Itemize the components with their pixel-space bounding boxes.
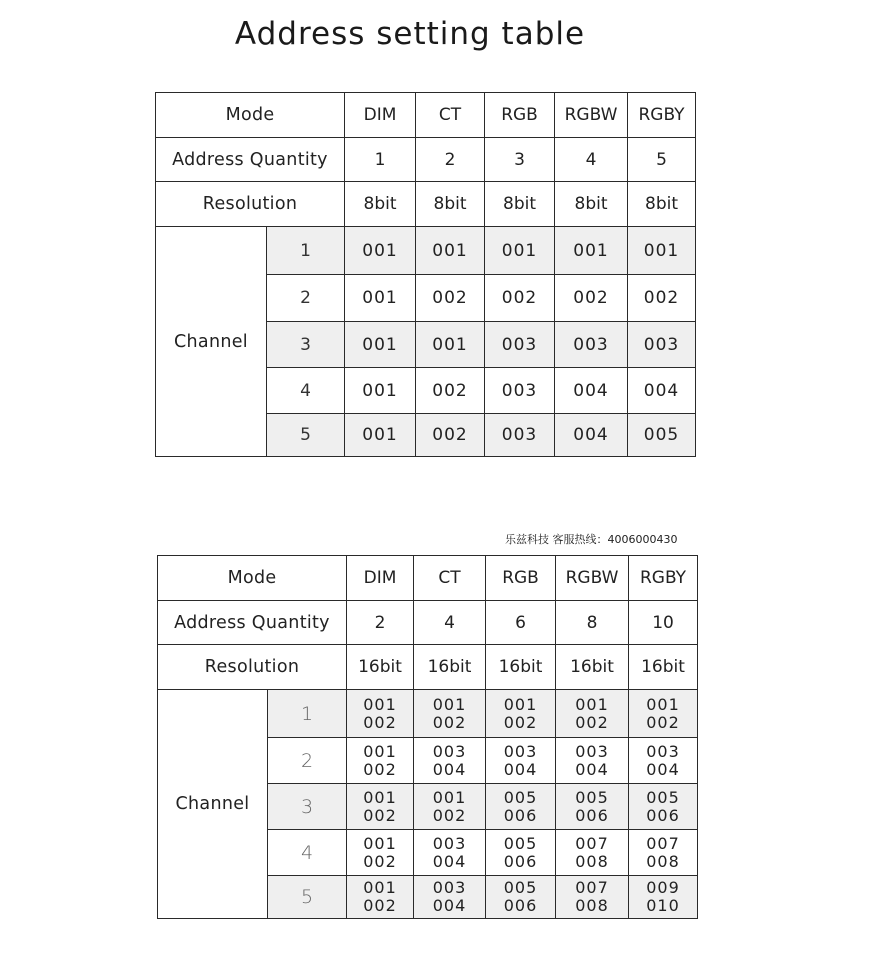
quantity-cell: 6 xyxy=(486,601,556,645)
address-value: 004 xyxy=(555,368,628,414)
quantity-row xyxy=(156,138,696,182)
address-value: 006 xyxy=(646,805,680,825)
resolution-cell: 16bit xyxy=(347,645,414,690)
address-value: 006 xyxy=(503,896,538,915)
address-value: 008 xyxy=(575,896,609,915)
address-value-pair xyxy=(486,738,556,784)
mode-cell: CT xyxy=(416,93,485,138)
address-value: 005 xyxy=(646,787,680,807)
address-value: 002 xyxy=(432,805,467,825)
address-value-pair xyxy=(486,876,556,919)
mode-row xyxy=(156,93,696,138)
address-value: 002 xyxy=(363,759,397,779)
channel-number: 5 xyxy=(268,876,347,919)
address-value: 002 xyxy=(485,275,555,322)
mode-cell: RGB xyxy=(486,556,556,601)
address-value-pair xyxy=(629,876,698,919)
resolution-cell: 16bit xyxy=(486,645,556,690)
channel-number: 4 xyxy=(268,830,347,876)
address-value: 007 xyxy=(646,833,680,853)
address-value: 004 xyxy=(432,896,467,915)
channel-number: 5 xyxy=(267,414,345,457)
resolution-cell: 8bit xyxy=(416,182,485,227)
channel-number: 3 xyxy=(268,784,347,830)
resolution-cell: 8bit xyxy=(345,182,416,227)
address-value: 005 xyxy=(628,414,696,457)
address-value: 003 xyxy=(646,741,680,761)
address-value: 004 xyxy=(646,759,680,779)
channel-row xyxy=(158,690,698,738)
address-value: 004 xyxy=(575,759,609,779)
channel-number: 2 xyxy=(268,738,347,784)
address-value: 001 xyxy=(363,833,397,853)
address-value: 001 xyxy=(628,227,696,275)
address-value: 003 xyxy=(555,322,628,368)
resolution-row xyxy=(158,645,698,690)
address-quantity-label: Address Quantity xyxy=(156,138,345,182)
address-value: 001 xyxy=(432,787,467,807)
address-value: 001 xyxy=(363,787,397,807)
address-value-pair xyxy=(347,830,414,876)
quantity-cell: 10 xyxy=(629,601,698,645)
channel-row xyxy=(156,227,696,275)
mode-cell: RGBW xyxy=(555,93,628,138)
resolution-label: Resolution xyxy=(158,645,347,690)
address-value: 002 xyxy=(416,368,485,414)
address-value-pair xyxy=(486,784,556,830)
address-value: 001 xyxy=(485,227,555,275)
quantity-cell: 5 xyxy=(628,138,696,182)
address-value: 001 xyxy=(363,741,397,761)
address-value: 001 xyxy=(432,694,467,714)
address-value-pair xyxy=(629,690,698,738)
address-value: 002 xyxy=(575,712,609,732)
resolution-row xyxy=(156,182,696,227)
address-value: 004 xyxy=(628,368,696,414)
address-table-16bit xyxy=(157,555,698,919)
address-value: 003 xyxy=(485,414,555,457)
address-value: 004 xyxy=(432,759,467,779)
channel-number: 4 xyxy=(267,368,345,414)
address-quantity-label: Address Quantity xyxy=(158,601,347,645)
address-value: 004 xyxy=(503,759,538,779)
address-value: 003 xyxy=(485,322,555,368)
address-value-pair xyxy=(486,690,556,738)
address-value: 003 xyxy=(575,741,609,761)
address-value: 001 xyxy=(555,227,628,275)
address-value: 001 xyxy=(363,878,397,897)
address-value: 010 xyxy=(646,896,680,915)
resolution-cell: 8bit xyxy=(628,182,696,227)
address-value: 006 xyxy=(575,805,609,825)
address-value: 002 xyxy=(363,805,397,825)
address-value: 005 xyxy=(503,878,538,897)
quantity-cell: 2 xyxy=(416,138,485,182)
resolution-cell: 8bit xyxy=(485,182,555,227)
resolution-cell: 16bit xyxy=(414,645,486,690)
resolution-cell: 16bit xyxy=(556,645,629,690)
channel-number: 3 xyxy=(267,322,345,368)
quantity-cell: 2 xyxy=(347,601,414,645)
address-value: 001 xyxy=(363,694,397,714)
address-value-pair xyxy=(414,876,486,919)
mode-cell: RGBY xyxy=(628,93,696,138)
resolution-cell: 16bit xyxy=(629,645,698,690)
mode-cell: DIM xyxy=(347,556,414,601)
mode-cell: RGB xyxy=(485,93,555,138)
address-value: 001 xyxy=(345,322,416,368)
address-value: 001 xyxy=(503,694,538,714)
address-value: 004 xyxy=(432,851,467,871)
address-value: 001 xyxy=(345,368,416,414)
address-value: 003 xyxy=(432,878,467,897)
address-value-pair xyxy=(414,830,486,876)
address-value: 002 xyxy=(363,712,397,732)
address-value: 001 xyxy=(345,275,416,322)
address-value: 001 xyxy=(575,694,609,714)
address-value: 002 xyxy=(363,851,397,871)
address-value: 001 xyxy=(345,227,416,275)
address-value: 005 xyxy=(575,787,609,807)
quantity-cell: 4 xyxy=(414,601,486,645)
address-value: 007 xyxy=(575,833,609,853)
address-value: 002 xyxy=(416,414,485,457)
address-value: 001 xyxy=(646,694,680,714)
address-value: 007 xyxy=(575,878,609,897)
address-value-pair xyxy=(347,690,414,738)
mode-label: Mode xyxy=(158,556,347,601)
address-value-pair xyxy=(414,738,486,784)
address-value-pair xyxy=(347,738,414,784)
channel-number: 1 xyxy=(268,690,347,738)
address-value: 001 xyxy=(416,322,485,368)
address-value: 002 xyxy=(555,275,628,322)
address-value-pair xyxy=(629,738,698,784)
page-title: Address setting table xyxy=(234,16,586,52)
address-value-pair xyxy=(486,830,556,876)
address-value: 002 xyxy=(432,712,467,732)
quantity-cell: 8 xyxy=(556,601,629,645)
address-value: 005 xyxy=(503,833,538,853)
address-value-pair xyxy=(414,690,486,738)
address-value-pair xyxy=(629,830,698,876)
address-value: 002 xyxy=(646,712,680,732)
mode-row xyxy=(158,556,698,601)
quantity-cell: 1 xyxy=(345,138,416,182)
channel-number: 1 xyxy=(267,227,345,275)
address-value-pair xyxy=(556,690,629,738)
quantity-row xyxy=(158,601,698,645)
resolution-cell: 8bit xyxy=(555,182,628,227)
address-value-pair xyxy=(556,738,629,784)
address-table-8bit xyxy=(155,92,696,457)
address-value-pair xyxy=(629,784,698,830)
address-value-pair xyxy=(556,876,629,919)
address-value: 006 xyxy=(503,851,538,871)
address-value: 002 xyxy=(628,275,696,322)
address-value-pair xyxy=(556,784,629,830)
mode-cell: DIM xyxy=(345,93,416,138)
address-value: 003 xyxy=(503,741,538,761)
address-value-pair xyxy=(347,784,414,830)
address-value: 006 xyxy=(503,805,538,825)
address-value: 009 xyxy=(646,878,680,897)
address-value: 008 xyxy=(575,851,609,871)
address-value-pair xyxy=(556,830,629,876)
address-value: 004 xyxy=(555,414,628,457)
address-value: 008 xyxy=(646,851,680,871)
address-value: 003 xyxy=(485,368,555,414)
quantity-cell: 4 xyxy=(555,138,628,182)
address-value: 005 xyxy=(503,787,538,807)
resolution-label: Resolution xyxy=(156,182,345,227)
address-value: 003 xyxy=(432,833,467,853)
address-value: 002 xyxy=(363,896,397,915)
address-value-pair xyxy=(414,784,486,830)
channel-number: 2 xyxy=(267,275,345,322)
mode-cell: CT xyxy=(414,556,486,601)
address-value: 001 xyxy=(416,227,485,275)
channel-label: Channel xyxy=(158,690,268,919)
quantity-cell: 3 xyxy=(485,138,555,182)
address-value: 003 xyxy=(432,741,467,761)
address-value: 002 xyxy=(416,275,485,322)
address-value: 002 xyxy=(503,712,538,732)
address-value-pair xyxy=(347,876,414,919)
channel-label: Channel xyxy=(156,227,267,457)
hotline-watermark: 乐兹科技 客服热线：4006000430 xyxy=(505,533,678,546)
mode-cell: RGBW xyxy=(556,556,629,601)
mode-cell: RGBY xyxy=(629,556,698,601)
address-value: 001 xyxy=(345,414,416,457)
mode-label: Mode xyxy=(156,93,345,138)
address-value: 003 xyxy=(628,322,696,368)
